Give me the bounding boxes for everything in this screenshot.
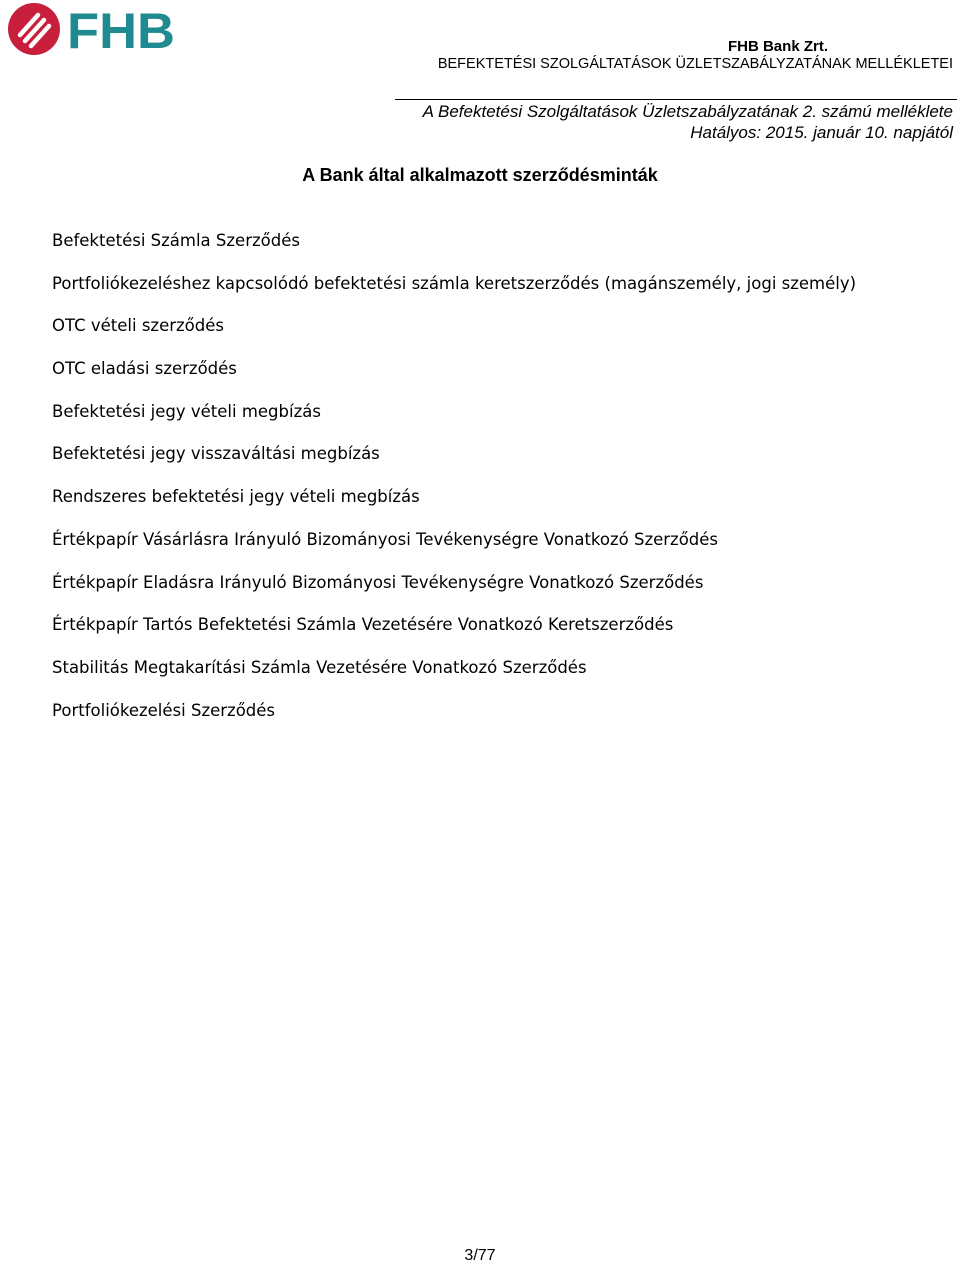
- fhb-logo: [7, 2, 177, 56]
- logo-text: FHB: [67, 3, 175, 56]
- list-item: OTC vételi szerződés: [52, 316, 224, 336]
- list-item: Rendszeres befektetési jegy vételi megbízás: [52, 487, 420, 507]
- document-set-title: BEFEKTETÉSI SZOLGÁLTATÁSOK ÜZLETSZABÁLYZATÁNAK MELLÉKLETEI: [437, 56, 953, 72]
- fhb-stripes-circle-icon: [8, 3, 60, 55]
- company-name: FHB Bank Zrt.: [727, 38, 828, 55]
- list-item: Befektetési jegy visszaváltási megbízás: [52, 444, 380, 464]
- list-item: Portfoliókezeléshez kapcsolódó befektetési számla keretszerződés (magánszemély, jogi személy): [52, 273, 857, 293]
- annex-title: A Befektetési Szolgáltatások Üzletszabályzatának 2. számú melléklete: [422, 102, 953, 121]
- list-item: Befektetési Számla Szerződés: [52, 231, 300, 250]
- list-item: Stabilitás Megtakarítási Számla Vezetésére Vonatkozó Szerződés: [52, 657, 587, 677]
- header-divider: [395, 99, 957, 100]
- list-item: Értékpapír Tartós Befektetési Számla Vezetésére Vonatkozó Keretszerződés: [52, 615, 674, 635]
- contract-template-list: [52, 229, 856, 741]
- list-item: Értékpapír Eladásra Irányuló Bizományosi Tevékenységre Vonatkozó Szerződés: [52, 572, 704, 592]
- page-number: 3/77: [464, 1247, 496, 1264]
- effective-date: Hatályos: 2015. január 10. napjától: [690, 123, 953, 142]
- list-item: OTC eladási szerződés: [52, 359, 237, 379]
- list-item: Befektetési jegy vételi megbízás: [52, 401, 321, 421]
- list-item: Értékpapír Vásárlásra Irányuló Bizományosi Tevékenységre Vonatkozó Szerződés: [52, 529, 719, 549]
- list-item: Portfoliókezelési Szerződés: [52, 700, 276, 720]
- page-title: A Bank által alkalmazott szerződésminták: [302, 165, 658, 185]
